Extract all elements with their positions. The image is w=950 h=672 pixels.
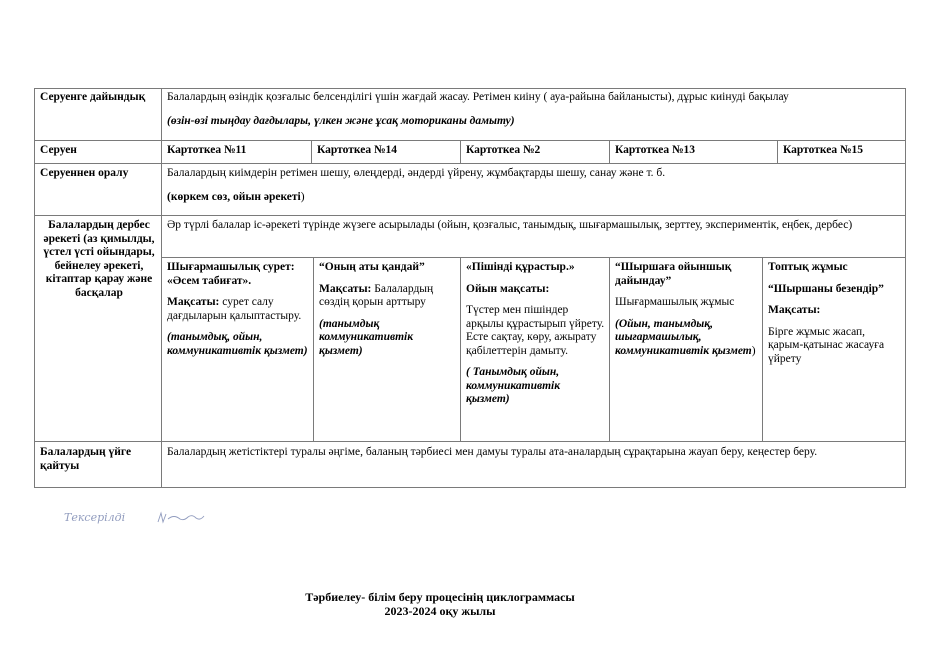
- walk-card-1: Картоткеа №11: [167, 144, 247, 156]
- footer-title: Тәрбиелеу- білім беру процесінің циклограммасы: [305, 590, 575, 604]
- indep-col-3-note: ( Танымдық ойын, коммуникативтік қызмет): [466, 366, 561, 405]
- indep-col-5-goal-text: Бірге жұмыс жасап, қарым-қатынас жасауға үйрету: [768, 325, 885, 365]
- return-text: Балалардың киімдерін ретімен шешу, өлеңдерді, әндерді үйрену, жұмбақтарды шешу, санау және т. б.: [167, 167, 666, 179]
- indep-col-2-goal-text: Балалардың сөздің қорын арттыру: [319, 282, 434, 308]
- walk-card-4: Картоткеа №13: [615, 144, 696, 156]
- indep-col-3-goal-text: Түстер мен пішіндер арқылы құрастырып үйрету. Есте сақтау, көру, ажырату қабілеттерін дамыту.: [466, 304, 605, 357]
- return-note-close: ): [300, 190, 305, 203]
- indep-col-2-title: “Оның аты қандай”: [319, 261, 425, 273]
- indep-col-1-goal: [167, 296, 309, 323]
- indep-col-4: [615, 261, 759, 358]
- prep-text: Балалардың өзіндік қозғалыс белсенділігі үшін жағдай жасау. Ретімен киіну ( ауа-райына байланысты), дұрыс киінуді бақылау: [167, 91, 789, 103]
- signature-text: Тексерілді: [64, 511, 126, 524]
- indep-col-2: [319, 261, 457, 358]
- indep-col-4-title: “Шыршаға ойыншық дайындау”: [615, 261, 732, 287]
- indep-col-1-goal-text: сурет салу дағдыларын қалыптастыру.: [167, 296, 302, 322]
- signature-image: [62, 505, 222, 529]
- footer-year: 2023-2024 оқу жылы: [384, 604, 496, 618]
- row-label-indep: Балалардың дербес әрекеті (аз қимылды, үстел үсті ойындары, бейнелеу әрекеті, кітаптар қарау және басқалар: [43, 219, 155, 299]
- return-note-bold: (көркем сөз, ойын әрекеті: [167, 190, 301, 203]
- indep-col-5: [768, 261, 902, 366]
- row-content-prep: [167, 91, 902, 128]
- indep-col-1-goal-label: Мақсаты:: [167, 296, 220, 308]
- row-content-return: [167, 167, 902, 204]
- walk-card-3: Картоткеа №2: [466, 144, 541, 156]
- indep-col-3-title: «Пішінді құрастыр.»: [466, 261, 575, 273]
- indep-col-2-goal: [319, 283, 457, 310]
- indep-col-3: [466, 261, 606, 407]
- indep-col-2-goal-label: Мақсаты:: [319, 282, 372, 295]
- indep-col-2-note: (танымдық коммуникативтік қызмет): [319, 317, 414, 357]
- indep-col-1-note: (танымдық, ойын, коммуникативтік қызмет): [167, 331, 308, 357]
- row-label-home: Балалардың үйге қайтуы: [40, 446, 132, 472]
- return-note: [167, 191, 902, 205]
- indep-col-1: [167, 261, 309, 358]
- indep-col-5-title2: “Шыршаны безендір”: [768, 282, 884, 295]
- row-label-return: Серуеннен оралу: [40, 167, 129, 179]
- indep-col-5-title: Топтық жұмыс: [768, 261, 848, 273]
- walk-card-2: Картоткеа №14: [317, 144, 398, 156]
- indep-col-4-note: [615, 318, 759, 359]
- indep-col-3-goal-label: Ойын мақсаты:: [466, 282, 550, 295]
- indep-col-4-note-close: ): [751, 344, 756, 357]
- row-label-prep: Серуенге дайындық: [40, 91, 146, 103]
- row-content-home: Балалардың жетістіктері туралы әңгіме, баланың тәрбиесі мен дамуы туралы ата-аналардың сұрақтарына жауап беру, кеңестер беру.: [167, 446, 818, 458]
- prep-note: (өзін-өзі тыңдау дағдылары, үлкен және ұсақ моториканы дамыту): [167, 114, 515, 127]
- indep-col-1-title: Шығармашылық сурет: «Әсем табиғат».: [167, 261, 295, 287]
- row-label-walk: Серуен: [40, 144, 77, 156]
- walk-card-5: Картоткеа №15: [783, 144, 864, 156]
- indep-col-4-note-text: (Ойын, танымдық, шығармашылық, коммуникативтік қызмет: [615, 317, 752, 357]
- indep-col-4-goal-text: Шығармашылық жұмыс: [615, 296, 735, 308]
- indep-col-5-goal-label: Мақсаты:: [768, 304, 821, 316]
- indep-text: Әр түрлі балалар іс-әрекеті түрінде жүзеге асырылады (ойын, қозғалыс, танымдық, шығармашылық, зерттеу, экспериментік, еңбек, дербес): [167, 219, 853, 231]
